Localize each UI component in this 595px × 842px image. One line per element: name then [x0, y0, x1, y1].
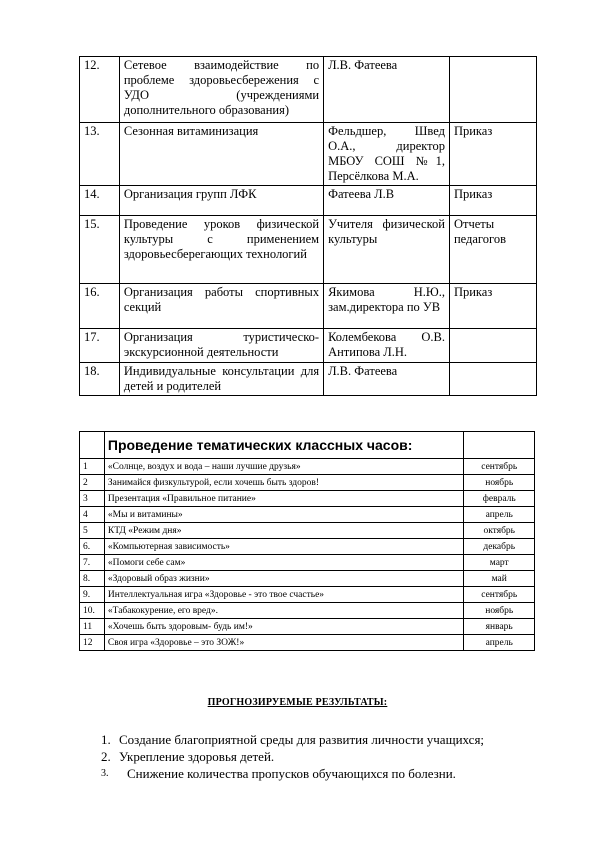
row-number: 13. — [80, 123, 120, 186]
responsible-cell: Фатеева Л.В — [324, 186, 450, 216]
month-cell: сентябрь — [464, 587, 535, 603]
row-number: 7. — [80, 555, 105, 571]
row-number: 6. — [80, 539, 105, 555]
table-row — [80, 523, 535, 539]
row-number: 11 — [80, 619, 105, 635]
result-cell: Отчеты педагогов — [449, 216, 536, 284]
row-number: 9. — [80, 587, 105, 603]
list-item-number: 2. — [101, 749, 111, 764]
month-cell: март — [464, 555, 535, 571]
activity-cell: Сетевое взаимодействие по проблеме здоровьесбережения с УДО (учреждениями дополнительного образования) — [119, 57, 323, 123]
result-cell — [449, 363, 536, 396]
month-cell: октябрь — [464, 523, 535, 539]
table-row — [80, 123, 537, 186]
topic-cell: «Хочешь быть здоровым- будь им!» — [104, 619, 464, 635]
row-number: 5 — [80, 523, 105, 539]
result-cell — [449, 57, 536, 123]
topic-cell: Занимайся физкультурой, если хочешь быть здоров! — [104, 475, 464, 491]
responsible-cell: Учителя физической культуры — [324, 216, 450, 284]
activity-cell: Индивидуальные консультации для детей и родителей — [119, 363, 323, 396]
table-row — [80, 619, 535, 635]
responsible-cell: Якимова Н.Ю., зам.директора по УВ — [324, 284, 450, 329]
month-cell: февраль — [464, 491, 535, 507]
class-hours-title: Проведение тематических классных часов: — [104, 432, 464, 459]
activity-cell: Организация работы спортивных секций — [119, 284, 323, 329]
table-row — [80, 459, 535, 475]
month-cell: апрель — [464, 507, 535, 523]
list-item — [101, 731, 484, 748]
table-row — [80, 186, 537, 216]
table-row — [80, 216, 537, 284]
list-item-text: Создание благоприятной среды для развития личности учащихся; — [119, 732, 485, 747]
results-list — [101, 731, 484, 782]
row-number: 14. — [80, 186, 120, 216]
month-cell: ноябрь — [464, 475, 535, 491]
result-cell: Приказ — [449, 284, 536, 329]
activity-cell: Сезонная витаминизация — [119, 123, 323, 186]
row-number: 18. — [80, 363, 120, 396]
table-row — [80, 284, 537, 329]
month-cell: январь — [464, 619, 535, 635]
responsible-cell: Колембекова О.В. Антипова Л.Н. — [324, 329, 450, 363]
activity-cell: Организация групп ЛФК — [119, 186, 323, 216]
row-number: 15. — [80, 216, 120, 284]
table-row — [80, 555, 535, 571]
header-empty-cell — [464, 432, 535, 459]
topic-cell: «Помоги себе сам» — [104, 555, 464, 571]
list-item-text: Снижение количества пропусков обучающихся по болезни. — [127, 766, 456, 781]
row-number: 12. — [80, 57, 120, 123]
topic-cell: Презентация «Правильное питание» — [104, 491, 464, 507]
table-row — [80, 603, 535, 619]
list-item — [101, 765, 484, 782]
topic-cell: «Мы и витамины» — [104, 507, 464, 523]
list-item-number: 1. — [101, 732, 111, 747]
header-empty-cell — [80, 432, 105, 459]
row-number: 16. — [80, 284, 120, 329]
row-number: 4 — [80, 507, 105, 523]
table-row — [80, 329, 537, 363]
row-number: 12 — [80, 635, 105, 651]
list-item-number: 3. — [101, 768, 109, 779]
row-number: 17. — [80, 329, 120, 363]
class-hours-header-row — [80, 432, 535, 459]
responsible-cell: Л.В. Фатеева — [324, 57, 450, 123]
results-title: ПРОГНОЗИРУЕМЫЕ РЕЗУЛЬТАТЫ: — [207, 697, 388, 708]
list-item — [101, 748, 484, 765]
table-row — [80, 475, 535, 491]
month-cell: декабрь — [464, 539, 535, 555]
activity-cell: Проведение уроков физической культуры с применением здоровьесберегающих технологий — [119, 216, 323, 284]
row-number: 10. — [80, 603, 105, 619]
responsible-cell: Фельдшер, Швед О.А., директор МБОУ СОШ №1, Персёлкова М.А. — [324, 123, 450, 186]
result-cell: Приказ — [449, 123, 536, 186]
plan-table — [79, 56, 537, 396]
table-row — [80, 507, 535, 523]
table-row — [80, 587, 535, 603]
table-row — [80, 363, 537, 396]
result-cell: Приказ — [449, 186, 536, 216]
month-cell: апрель — [464, 635, 535, 651]
responsible-cell: Л.В. Фатеева — [324, 363, 450, 396]
table-row — [80, 571, 535, 587]
month-cell: май — [464, 571, 535, 587]
topic-cell: Своя игра «Здоровье – это ЗОЖ!» — [104, 635, 464, 651]
topic-cell: «Табакокурение, его вред». — [104, 603, 464, 619]
topic-cell: «Компьютерная зависимость» — [104, 539, 464, 555]
topic-cell: КТД «Режим дня» — [104, 523, 464, 539]
table-row — [80, 491, 535, 507]
result-cell — [449, 329, 536, 363]
row-number: 8. — [80, 571, 105, 587]
row-number: 3 — [80, 491, 105, 507]
table-row — [80, 539, 535, 555]
table-row — [80, 635, 535, 651]
class-hours-table — [79, 431, 535, 651]
month-cell: сентябрь — [464, 459, 535, 475]
row-number: 2 — [80, 475, 105, 491]
topic-cell: «Здоровый образ жизни» — [104, 571, 464, 587]
month-cell: ноябрь — [464, 603, 535, 619]
topic-cell: «Солнце, воздух и вода – наши лучшие друзья» — [104, 459, 464, 475]
activity-cell: Организация туристическо-экскурсионной деятельности — [119, 329, 323, 363]
list-item-text: Укрепление здоровья детей. — [119, 749, 275, 764]
topic-cell: Интеллектуальная игра «Здоровье - это твое счастье» — [104, 587, 464, 603]
row-number: 1 — [80, 459, 105, 475]
table-row — [80, 57, 537, 123]
